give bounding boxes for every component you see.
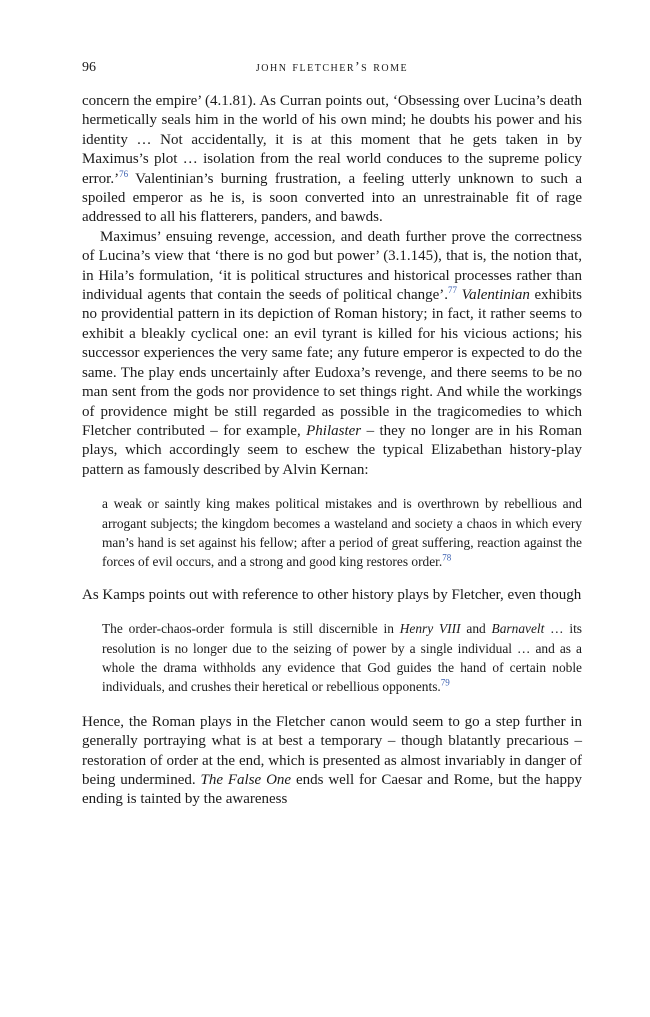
page-header (82, 60, 582, 82)
play-title: Barnavelt (491, 621, 545, 637)
footnote-marker[interactable]: 77 (448, 285, 458, 296)
block-quote: a weak or saintly king makes political mistakes and is overthrown by rebellious and arrogant subjects; the kingdom becomes a wasteland and society a chaos in which every man’s hand is set against his fellow; after a period of great suffering, reaction against the forces of evil occurs, and a strong and good king restores order.$^{78}$ (102, 496, 582, 570)
play-title: The False One (200, 772, 292, 788)
paragraph: As Kamps points out with reference to other history plays by Fletcher, even though (82, 586, 582, 603)
running-head: john fletcher’s rome (255, 60, 409, 75)
play-title: Valentinian (461, 287, 530, 304)
page-number: 96 (82, 60, 96, 75)
play-title: Philaster (306, 422, 362, 439)
footnote-marker[interactable]: 78 (442, 552, 452, 563)
paragraph: Hence, the Roman plays in the Fletcher canon would seem to go a step further in generally portraying what is at best a temporary – though blatantly precarious – restoration of order at the end, which is presented as almost invariably in danger of being undermined. The False One ends well for Caesar and Rome, but the happy ending is tainted by the awareness (82, 713, 582, 808)
paragraph: Maximus’ ensuing revenge, accession, and death further prove the correctness of Lucina’s view that ‘there is no god but power’ (3.1.145), that is, the notion that, in Hila’s formulation, ‘it is political structures and historical processes rather than individual agents that contain the seeds of political change’.$^{77}$ Valentinian exhibits no providential pattern in its depiction of Roman history; in fact, it rather seems to exhibit a bleakly cyclical one: an evil tyrant is killed for his vicious actions; his successor experiences the very same fate; any future emperor is expected to do the same. The play ends uncertainly after Eudoxa’s revenge, and there seems to be no man sent from the gods nor providence to set things right. And while the workings of providence might be still regarded as possible in the tragicomedies to which Fletcher contributed – for example, Philaster – they no longer are in his Roman plays, which accordingly seem to eschew the typical Elizabethan history-play pattern as famously described by Alvin Kernan: (82, 228, 583, 478)
footnote-marker[interactable]: 76 (119, 168, 129, 179)
paragraph: concern the empire’ (4.1.81). As Curran points out, ‘Obsessing over Lucina’s death hermetically seals him in the world of his own mind; he doubts his power and his identity … Not accidentally, it is at this moment that he gets taken in by Maximus’s plot … isolation from the real world conduces to the supreme policy error.’$^{76}$ Valentinian’s burning frustration, a feeling utterly unknown to such a spoiled emperor as he is, is soon converted into an unrestrainable fit of rage addressed to all his flatterers, panders, and bawds. (82, 93, 582, 226)
play-title: Henry VIII (399, 621, 461, 637)
book-page (82, 60, 582, 810)
footnote-marker[interactable]: 79 (440, 677, 450, 688)
block-quote: The order-chaos-order formula is still discernible in Henry VIII and Barnavelt … its resolution is no longer due to the seizing of power by a single individual … and as a whole the drama withholds any evidence that God guides the hand of certain noble individuals, and crushes their heretical or rebellious opponents.$^{79}$ (102, 621, 583, 695)
